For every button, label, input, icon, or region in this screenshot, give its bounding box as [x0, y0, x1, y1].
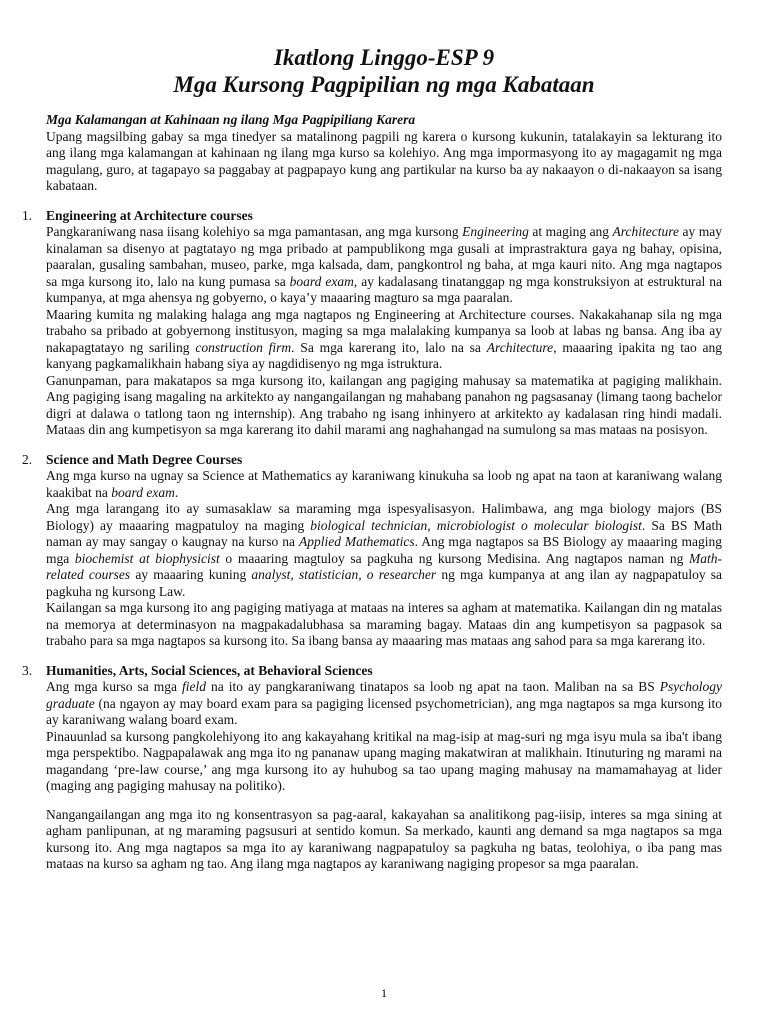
text-run: , maaaring ipakita ng tao ang kanyang pagkamalikhain habang siya ay nagdidisenyo ng mga istruktura. [46, 339, 722, 371]
document-title-line1: Ikatlong Linggo-ESP 9 [273, 45, 495, 70]
text-run: ay may kinalaman sa disenyo at pagtatayo ng mga pribado at pampublikong mga gusali at imprastraktura gaya ng bahay, opisina, paaralan, gusaling sambahan, museo, parke, mga kalsada, dam, pangkontrol ng baha, at mga kauri nito. Ang mga nagtapos sa mga kursong ito, lalo na kung pumasa sa [46, 224, 722, 289]
document-title-line2: Mga Kursong Pagpipilian ng mga Kabataan [173, 72, 595, 97]
text-run: Ang mga larangang ito ay sumasaklaw sa maraming mga ispesyalisasyon. Halimbawa, ang mga biology majors (BS Biology) ay maaaring magpatuloy na maging [46, 501, 722, 533]
text-run: (na ngayon ay may board exam para sa pagiging licensed psychometrician), ang mga nagtapos sa mga kursong ito ay karaniwang walang board exam. [46, 695, 722, 727]
page-number: 1 [381, 986, 387, 1000]
section-paragraph: Nangangailangan ang mga ito ng konsentrasyon sa pag-aaral, kakayahan sa analitikong pag-iisip, interes sa mga sining at agham panlipunan, at ng maraming pagsusuri at sentido komun. Sa merkado, kaunti ang demand sa mga nagtapos sa mga kursong ito. Ang mga nagtapos sa mga ito ay karaniwang nagpapatuloy sa pagkuha ng batas, teolohiya, o iba pang mas mataas na kurso sa agham ng tao. Ang ilang mga nagtapos ay karaniwang nagiging propesor sa mga paaralan. [46, 806, 722, 871]
italic-run: biological technician, microbiologist o molecular biologist [310, 517, 642, 533]
text-run: Maaring kumita ng malaking halaga ang mga nagtapos ng Engineering at Architecture courses. Nakakahanap sila ng mga trabaho sa pribado at gobyernong institusyon, maging sa mga malalaking kumpanya sa loob at labas ng bansa. Ang iba ay nakapagtatayo ng sariling [46, 306, 722, 355]
section-paragraph [46, 307, 722, 373]
text-run: at maging ang [528, 224, 613, 239]
intro-heading: Mga Kalamangan at Kahinaan ng ilang Mga Pagpipiliang Karera [46, 112, 416, 127]
italic-run: Engineering [462, 224, 529, 239]
italic-run: board exam [289, 273, 354, 289]
text-run: , ay kadalasang tinatanggap ng mga konstruksiyon at estruktural na kumpanya, at mga ahensya ng gobyerno, o kaya’y maaaring magturo sa mga paaralan. [46, 273, 722, 305]
italic-run: biochemist at biophysicist [74, 550, 220, 566]
section-paragraph [46, 501, 722, 600]
section-number: 1. [22, 207, 33, 223]
italic-run: field [181, 679, 206, 694]
italic-run: construction firm [195, 339, 292, 355]
section-number: 2. [22, 451, 33, 467]
section-engineering [22, 207, 722, 439]
text-run: Pangkaraniwang nasa iisang kolehiyo sa mga pamantasan, ang mga kursong [46, 224, 463, 239]
italic-run: Math-related courses [46, 550, 722, 582]
section-science-math [22, 451, 723, 650]
text-run: Ang mga kurso sa mga [46, 679, 182, 694]
italic-run: Architecture [486, 339, 554, 355]
section-heading: Science and Math Degree Courses [46, 451, 243, 467]
section-paragraph: Ganunpaman, para makatapos sa mga kursong ito, kailangan ang pagiging mahusay sa matematika at pagiging malikhain. Ang pagiging isang magaling na arkitekto ay nangangailangan ng mahabang panahon ng pagsasanay (limang taong bachelor digri at dalawa o tatlong taon ng internship). Ang trabaho ng isang inhinyero at arkitekto ay kadalasan ring hindi madali. Mataas din ang kumpetisyon sa mga karerang ito dahil marami ang naghahangad na sumulong sa mas mataas na posisyon. [46, 372, 722, 437]
text-run: Ang mga kurso na ugnay sa Science at Mathematics ay karaniwang kinukuha sa loob ng apat na taon at karaniwang walang kaakibat na [46, 468, 722, 500]
text-run: . Ang mga nagtapos sa BS Biology ay maaaring maging mga [46, 534, 722, 566]
text-run: . Sa BS Math naman ay may sangay o kaugnay na kurso na [46, 517, 722, 549]
text-run: na ito ay pangkaraniwang tinatapos sa loob ng apat na taon. Maliban na sa BS [205, 679, 660, 694]
section-paragraph: Pinauunlad sa kursong pangkolehiyong ito ang kakayahang kritikal na mag-isip at mag-suri ng mga isyu mula sa iba't ibang mga perspektibo. Nagpapalawak ang mga ito ng pananaw upang maging makatwiran at malikhain. Itinuturing ng marami na magandang ‘pre-law course,’ ang mga kursong ito ay huhubog sa tao upang maging mahusay na mamamahayag at lider (maging ang pagiging mahusay na politiko). [46, 728, 722, 793]
italic-run: Psychology graduate [46, 679, 722, 711]
text-run: o maaaring magtuloy sa pagkuha ng kursong Medisina. Ang nagtapos naman ng [219, 550, 689, 566]
text-run: ay maaaring kuning [130, 567, 252, 582]
italic-run: analyst, statistician, o researcher [251, 567, 437, 582]
section-heading: Engineering at Architecture courses [46, 207, 253, 223]
section-humanities [22, 662, 722, 873]
text-run: . Sa mga karerang ito, lalo na sa [291, 339, 487, 355]
intro-paragraph: Upang magsilbing gabay sa mga tinedyer sa matalinong pagpili ng karera o kursong kukunin, tatalakayin sa lekturang ito ang ilang mga kalamangan at kahinaan ng ilang mga kurso sa kolehiyo. Ang mga impormasyong ito ay magagamit ng mga magulang, guro, at tagapayo sa paggabay at pagpapayo kung ang partikular na kurso ba ay nakaayon o di-nakaayon sa isang kabataan. [46, 128, 722, 193]
italic-run: Applied Mathematics [298, 534, 415, 549]
section-paragraph [46, 224, 722, 307]
italic-run: Architecture [612, 224, 680, 239]
section-paragraph: Kailangan sa mga kursong ito ang pagiging matiyaga at mataas na interes sa agham at matematika. Kailangan din ng matalas na memorya at determinasyon na magpakadalubhasa sa maraming bagay. Mataas din ang kumpetisyon sa pagpasok sa trabaho para sa mga nagtapos sa kursong ito. Sa ibang bansa ay maaaring mas mataas ang sahod para sa mga karerang ito. [46, 600, 722, 648]
section-paragraph [46, 679, 722, 729]
section-number: 3. [22, 662, 33, 678]
italic-run: board exam [111, 484, 175, 500]
section-heading: Humanities, Arts, Social Sciences, at Behavioral Sciences [46, 662, 373, 678]
text-run: . [174, 484, 179, 500]
section-paragraph [46, 468, 722, 501]
text-run: ng mga kumpanya at ang ilan ay nagpapatuloy sa pagkuha ng kursong Law. [46, 567, 723, 599]
